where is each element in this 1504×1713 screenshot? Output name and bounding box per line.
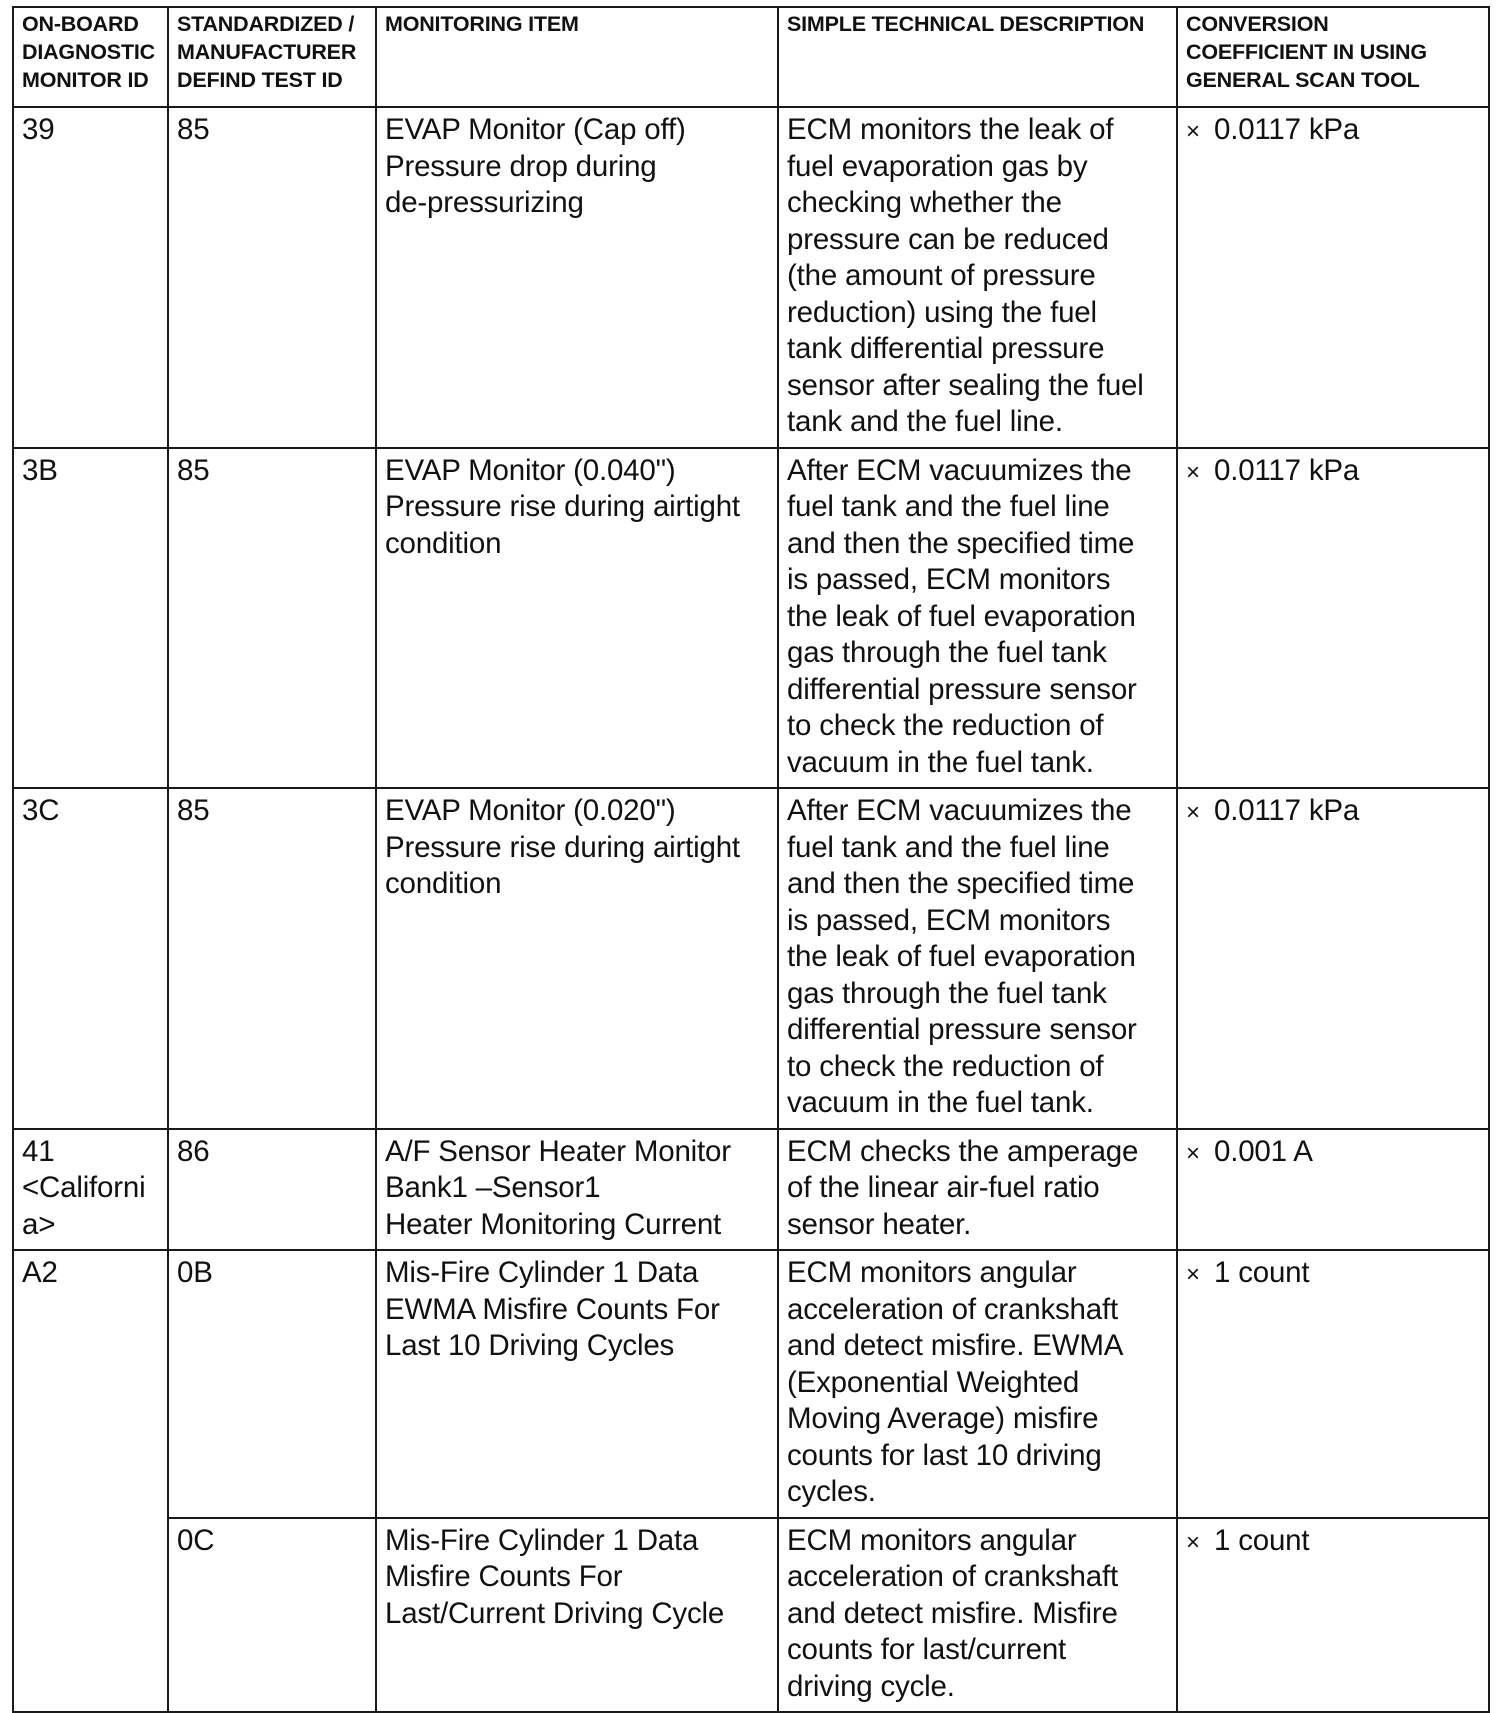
conversion-cell — [1177, 1250, 1489, 1518]
test-id-cell: 0B — [168, 1250, 376, 1518]
monitoring-item-cell: EVAP Monitor (0.040") Pressure rise during airtight condition — [376, 448, 778, 789]
times-symbol: × — [1186, 118, 1200, 145]
header-row — [13, 7, 1489, 107]
coefficient-value: 1 count — [1214, 1523, 1310, 1557]
test-id-cell: 0C — [168, 1518, 376, 1713]
monitor-id-cell: 3B — [13, 448, 168, 789]
conversion-cell — [1177, 448, 1489, 789]
test-id-cell: 85 — [168, 448, 376, 789]
monitoring-item-cell: EVAP Monitor (0.020") Pressure rise during airtight condition — [376, 788, 778, 1129]
coefficient-value: 0.001 A — [1214, 1134, 1313, 1168]
monitor-id-cell: 3C — [13, 788, 168, 1129]
description-cell: After ECM vacuumizes the fuel tank and the fuel line and then the specified time is passed, ECM monitors the leak of fuel evaporation gas through the fuel tank differential pressure sensor to check the reduction of vacuum in the fuel tank. — [778, 788, 1177, 1129]
header-test-id: STANDARDIZED / MANUFACTURER DEFIND TEST ID — [168, 7, 376, 107]
coefficient-value: 1 count — [1214, 1256, 1310, 1289]
description-cell: ECM monitors angular acceleration of crankshaft and detect misfire. EWMA (Exponential Weighted Moving Average) misfire counts for last 10 driving cycles. — [778, 1250, 1177, 1518]
conversion-cell — [1177, 1129, 1489, 1251]
times-symbol: × — [1186, 1139, 1200, 1167]
coefficient-value: 0.0117 kPa — [1214, 794, 1360, 827]
monitoring-item-cell: Mis-Fire Cylinder 1 Data Misfire Counts For Last/Current Driving Cycle — [376, 1518, 778, 1713]
coefficient-value: 0.0117 kPa — [1214, 453, 1360, 487]
header-monitoring-item: MONITORING ITEM — [376, 7, 778, 107]
table-row — [13, 1129, 1489, 1251]
header-conversion: CONVERSION COEFFICIENT IN USING GENERAL SCAN TOOL — [1177, 7, 1489, 107]
conversion-cell — [1177, 1518, 1489, 1713]
times-symbol: × — [1186, 458, 1200, 486]
table-row — [13, 1518, 1489, 1713]
table-row — [13, 448, 1489, 789]
table-row — [13, 1250, 1489, 1518]
test-id-cell: 85 — [168, 788, 376, 1129]
times-symbol: × — [1186, 1528, 1200, 1556]
monitor-id-cell: 39 — [13, 107, 168, 448]
header-description: SIMPLE TECHNICAL DESCRIPTION — [778, 7, 1177, 107]
description-cell: ECM checks the amperage of the linear air-fuel ratio sensor heater. — [778, 1129, 1177, 1251]
monitor-id-cell: 41 <Californi a> — [13, 1129, 168, 1251]
test-id-cell: 85 — [168, 107, 376, 448]
conversion-cell — [1177, 788, 1489, 1129]
table-row — [13, 107, 1489, 448]
description-cell: ECM monitors the leak of fuel evaporation gas by checking whether the pressure can be reduced (the amount of pressure reduction) using the fuel tank differential pressure sensor after sealing the fuel tank and the fuel line. — [778, 107, 1177, 448]
test-id-cell: 86 — [168, 1129, 376, 1251]
monitor-spec-table — [12, 6, 1490, 1713]
description-cell: ECM monitors angular acceleration of crankshaft and detect misfire. Misfire counts for last/current driving cycle. — [778, 1518, 1177, 1713]
table-row — [13, 788, 1489, 1129]
monitor-id-cell: A2 — [13, 1250, 168, 1712]
monitoring-item-cell: A/F Sensor Heater Monitor Bank1 –Sensor1 Heater Monitoring Current — [376, 1129, 778, 1251]
description-cell: After ECM vacuumizes the fuel tank and the fuel line and then the specified time is passed, ECM monitors the leak of fuel evaporation gas through the fuel tank differential pressure sensor to check the reduction of vacuum in the fuel tank. — [778, 448, 1177, 789]
monitoring-item-cell: EVAP Monitor (Cap off) Pressure drop during de-pressurizing — [376, 107, 778, 448]
monitoring-item-cell: Mis-Fire Cylinder 1 Data EWMA Misfire Counts For Last 10 Driving Cycles — [376, 1250, 778, 1518]
conversion-cell — [1177, 107, 1489, 448]
header-monitor-id: ON-BOARD DIAGNOSTIC MONITOR ID — [13, 7, 168, 107]
times-symbol: × — [1186, 1261, 1200, 1288]
times-symbol: × — [1186, 799, 1200, 826]
coefficient-value: 0.0117 kPa — [1214, 113, 1360, 146]
